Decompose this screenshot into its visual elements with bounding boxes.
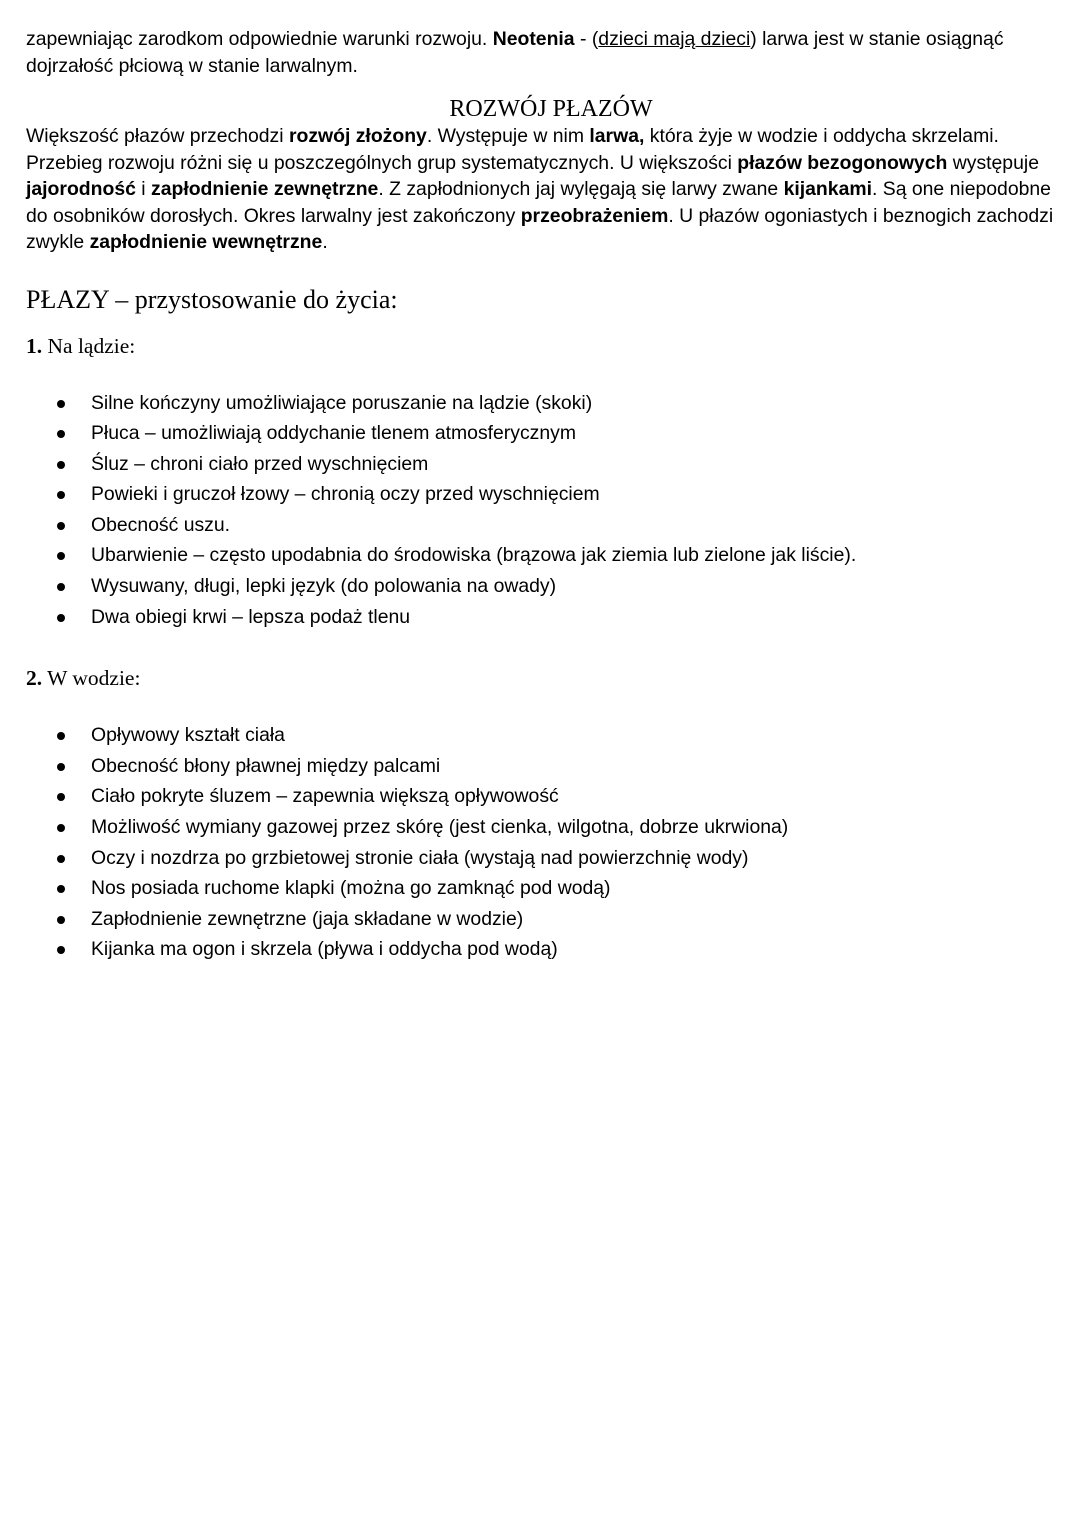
- intro-text: zapewniając zarodkom odpowiednie warunki rozwoju.: [26, 28, 493, 50]
- list-item: [26, 751, 1058, 782]
- water-heading: [26, 664, 1058, 692]
- list-item: [26, 388, 1058, 419]
- bold-term: zapłodnienie zewnętrzne: [151, 178, 379, 200]
- intro-paragraph: [26, 26, 1058, 79]
- paragraph-text: Większość płazów przechodzi: [26, 125, 289, 147]
- bullet-icon: [57, 400, 65, 408]
- list-item-text: Nos posiada ruchome klapki (można go zamknąć pod wodą): [91, 877, 611, 900]
- bullet-icon: [57, 461, 65, 469]
- list-item-text: Wysuwany, długi, lepki język (do polowania na owady): [91, 575, 557, 598]
- document-page: [26, 26, 1058, 965]
- list-item: [26, 418, 1058, 449]
- list-item: [26, 540, 1058, 571]
- list-item: [26, 843, 1058, 874]
- list-item: [26, 812, 1058, 843]
- list-item-text: Ciało pokryte śluzem – zapewnia większą opływowość: [91, 785, 559, 808]
- land-heading: [26, 332, 1058, 360]
- list-item-text: Ubarwienie – często upodabnia do środowiska (brązowa jak ziemia lub zielone jak liście).: [91, 544, 857, 567]
- adaptation-heading: PŁAZY – przystosowanie do życia:: [26, 284, 398, 314]
- neotenia-link[interactable]: dzieci mają dzieci: [598, 28, 751, 50]
- paragraph-text: . Występuje w nim: [426, 125, 590, 147]
- water-label: W wodzie:: [42, 666, 141, 691]
- bullet-icon: [57, 491, 65, 499]
- list-item: [26, 781, 1058, 812]
- paragraph-text: występuje: [947, 151, 1039, 174]
- list-item-text: Kijanka ma ogon i skrzela (pływa i oddycha pod wodą): [91, 938, 558, 961]
- bold-term: jajorodność: [26, 178, 136, 200]
- list-item: [26, 479, 1058, 510]
- bullet-icon: [57, 583, 65, 591]
- bullet-icon: [57, 763, 65, 771]
- list-item: [26, 873, 1058, 904]
- development-title: ROZWÓJ PŁAZÓW: [449, 96, 653, 122]
- bold-term: kijankami: [783, 178, 872, 200]
- land-adaptations-list: [26, 388, 1058, 633]
- paragraph-text: .: [322, 231, 328, 253]
- list-item: [26, 904, 1058, 935]
- list-item: [26, 720, 1058, 751]
- paragraph-text: . Są one niepodobne do osobników dorosłych. Okres larwalny jest zakończony: [26, 178, 1051, 227]
- development-paragraph: [26, 123, 1058, 256]
- bold-term: zapłodnienie wewnętrzne: [89, 231, 323, 253]
- list-item-text: Śluz – chroni ciało przed wyschnięciem: [91, 452, 429, 475]
- bullet-icon: [57, 732, 65, 740]
- bold-term: przeobrażeniem: [520, 204, 669, 227]
- list-item-text: Możliwość wymiany gazowej przez skórę (jest cienka, wilgotna, dobrze ukrwiona): [91, 816, 789, 839]
- water-adaptations-list: [26, 720, 1058, 965]
- neotenia-term: Neotenia: [492, 28, 575, 50]
- list-item: [26, 602, 1058, 633]
- paragraph-text: która żyje w wodzie i oddycha skrzelami. Przebieg rozwoju różni się u poszczególnych grup systematycznych. U większości: [26, 125, 999, 174]
- bullet-icon: [57, 552, 65, 560]
- paragraph-text: . Z zapłodnionych jaj wylęgają się larwy zwane: [378, 178, 784, 200]
- bullet-icon: [57, 614, 65, 622]
- bullet-icon: [57, 916, 65, 924]
- list-item-text: Zapłodnienie zewnętrzne (jaja składane w wodzie): [91, 907, 524, 930]
- list-item: [26, 934, 1058, 965]
- bullet-icon: [57, 855, 65, 863]
- bullet-icon: [57, 522, 65, 530]
- list-item: [26, 449, 1058, 480]
- land-label: Na lądzie:: [42, 333, 136, 358]
- land-number: 1.: [26, 333, 43, 358]
- bullet-icon: [57, 885, 65, 893]
- bold-term: rozwój złożony: [288, 125, 427, 147]
- paragraph-text: . U płazów ogoniastych i beznogich zachodzi zwykle: [26, 204, 1054, 253]
- list-item-text: Powieki i gruczoł łzowy – chronią oczy przed wyschnięciem: [91, 483, 600, 506]
- paragraph-text: i: [135, 178, 151, 200]
- list-item-text: Dwa obiegi krwi – lepsza podaż tlenu: [91, 605, 411, 628]
- list-item-text: Oczy i nozdrza po grzbietowej stronie ciała (wystają nad powierzchnię wody): [91, 846, 749, 869]
- list-item-text: Opływowy kształt ciała: [91, 724, 285, 747]
- intro-text: ) larwa jest w stanie osiągnąć dojrzałość płciową w stanie larwalnym.: [26, 28, 1004, 77]
- list-item-text: Płuca – umożliwiają oddychanie tlenem atmosferycznym: [91, 422, 576, 445]
- list-item: [26, 571, 1058, 602]
- bullet-icon: [57, 946, 65, 954]
- bullet-icon: [57, 793, 65, 801]
- list-item-text: Obecność uszu.: [91, 513, 231, 536]
- list-item-text: Obecność błony pławnej między palcami: [91, 754, 441, 777]
- list-item: [26, 510, 1058, 541]
- intro-text: - (: [574, 28, 599, 50]
- bold-term: płazów bezogonowych: [737, 151, 948, 174]
- bullet-icon: [57, 824, 65, 832]
- water-number: 2.: [26, 666, 43, 691]
- bold-term: larwa,: [589, 125, 645, 147]
- list-item-text: Silne kończyny umożliwiające poruszanie na lądzie (skoki): [91, 391, 593, 414]
- bullet-icon: [57, 430, 65, 438]
